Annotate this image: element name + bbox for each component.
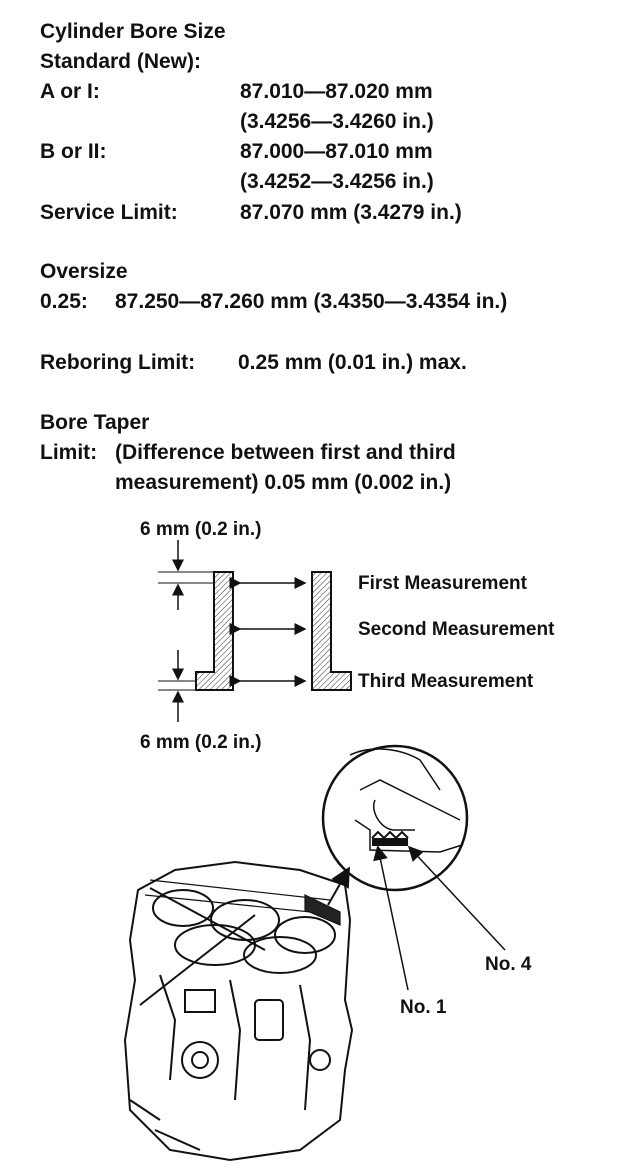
grade-stamp-zoom-circle [323, 746, 467, 890]
b-or-ii-mm-value: 87.000—87.010 mm [240, 140, 433, 163]
taper-limit-label: Limit: [40, 441, 98, 464]
no4-leader [410, 848, 505, 950]
b-or-ii-in-value: (3.4252—3.4256 in.) [240, 170, 434, 193]
top-offset-label: 6 mm (0.2 in.) [140, 519, 262, 540]
a-or-i-label: A or I: [40, 80, 100, 103]
cylinder-bore-size-heading: Cylinder Bore Size [40, 20, 226, 43]
taper-limit-line1: (Difference between first and third [115, 441, 456, 464]
oversize-value: 87.250—87.260 mm (3.4350—3.4354 in.) [115, 290, 508, 313]
first-measurement-label: First Measurement [358, 573, 527, 594]
service-limit-label: Service Limit: [40, 201, 178, 224]
second-measurement-label: Second Measurement [358, 619, 555, 640]
a-or-i-mm-value: 87.010—87.020 mm [240, 80, 433, 103]
bottom-offset-label: 6 mm (0.2 in.) [140, 732, 262, 753]
grade-stamp-marks [372, 838, 408, 846]
b-or-ii-label: B or II: [40, 140, 107, 163]
a-or-i-in-value: (3.4256—3.4260 in.) [240, 110, 434, 133]
no4-label: No. 4 [485, 954, 532, 975]
third-measurement-label: Third Measurement [358, 671, 534, 692]
service-limit-value: 87.070 mm (3.4279 in.) [240, 201, 462, 224]
reboring-limit-label: Reboring Limit: [40, 351, 196, 374]
reboring-limit-value: 0.25 mm (0.01 in.) max. [238, 351, 467, 374]
no1-label: No. 1 [400, 997, 447, 1018]
oversize-heading: Oversize [40, 260, 128, 283]
standard-label: Standard (New): [40, 50, 202, 73]
bore-taper-heading: Bore Taper [40, 411, 150, 434]
oversize-label: 0.25: [40, 290, 88, 313]
taper-limit-line2: measurement) 0.05 mm (0.002 in.) [115, 471, 452, 494]
